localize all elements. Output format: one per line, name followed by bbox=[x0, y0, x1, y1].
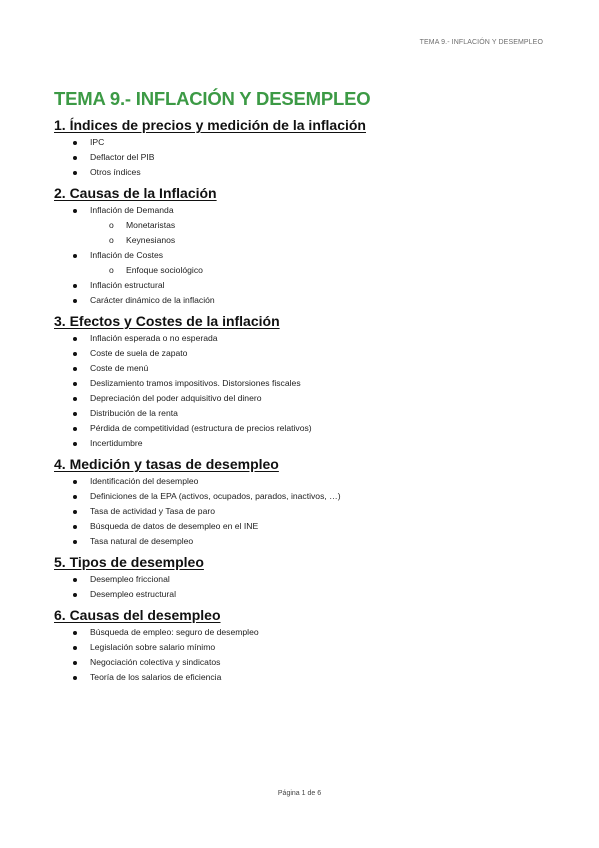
bullet-icon bbox=[73, 676, 77, 680]
bullet-icon bbox=[73, 525, 77, 529]
list-item bbox=[54, 587, 554, 602]
list-item-label: Inflación de Costes bbox=[90, 250, 164, 260]
list-item-label: Pérdida de competitividad (estructura de precios relativos) bbox=[90, 423, 312, 433]
section-heading: 4. Medición y tasas de desempleo bbox=[54, 456, 279, 472]
bullet-list bbox=[54, 474, 554, 549]
sub-list-item bbox=[90, 218, 554, 233]
list-item-label: Deflactor del PIB bbox=[90, 152, 155, 162]
list-item-label: Inflación estructural bbox=[90, 280, 165, 290]
sub-bullet-icon: o bbox=[109, 265, 114, 275]
bullet-icon bbox=[73, 510, 77, 514]
section-list bbox=[54, 116, 554, 685]
section-2 bbox=[54, 184, 554, 308]
list-item bbox=[54, 346, 554, 361]
list-item-label: Definiciones de la EPA (activos, ocupados, parados, inactivos, …) bbox=[90, 491, 341, 501]
bullet-icon bbox=[73, 397, 77, 401]
list-item bbox=[54, 165, 554, 180]
bullet-icon bbox=[73, 593, 77, 597]
sub-list-item bbox=[90, 263, 554, 278]
list-item-label: Incertidumbre bbox=[90, 438, 143, 448]
sub-bullet-list bbox=[90, 263, 554, 278]
list-item-label: Depreciación del poder adquisitivo del dinero bbox=[90, 393, 262, 403]
sub-bullet-icon: o bbox=[109, 220, 114, 230]
list-item-label: Desempleo estructural bbox=[90, 589, 176, 599]
list-item bbox=[54, 150, 554, 165]
list-item-label: Inflación de Demanda bbox=[90, 205, 174, 215]
list-item bbox=[54, 376, 554, 391]
bullet-list bbox=[54, 625, 554, 685]
sub-list-item-label: Keynesianos bbox=[126, 235, 176, 245]
section-1 bbox=[54, 116, 554, 180]
page-title: TEMA 9.- INFLACIÓN Y DESEMPLEO bbox=[54, 88, 371, 109]
list-item-label: Carácter dinámico de la inflación bbox=[90, 295, 215, 305]
bullet-icon bbox=[73, 631, 77, 635]
sub-list-item-label: Enfoque sociológico bbox=[126, 265, 203, 275]
bullet-icon bbox=[73, 171, 77, 175]
bullet-icon bbox=[73, 382, 77, 386]
section-3 bbox=[54, 312, 554, 451]
list-item-label: Tasa natural de desempleo bbox=[90, 536, 194, 546]
bullet-icon bbox=[73, 661, 77, 665]
list-item-label: Búsqueda de empleo: seguro de desempleo bbox=[90, 627, 259, 637]
list-item-label: IPC bbox=[90, 137, 105, 147]
list-item-label: Deslizamiento tramos impositivos. Distorsiones fiscales bbox=[90, 378, 301, 388]
list-item-label: Búsqueda de datos de desempleo en el INE bbox=[90, 521, 259, 531]
bullet-icon bbox=[73, 442, 77, 446]
list-item bbox=[54, 519, 554, 534]
list-item bbox=[54, 406, 554, 421]
list-item-label: Identificación del desempleo bbox=[90, 476, 199, 486]
list-item bbox=[54, 135, 554, 150]
list-item bbox=[54, 248, 554, 278]
bullet-list bbox=[54, 203, 554, 308]
section-heading: 6. Causas del desempleo bbox=[54, 607, 221, 623]
bullet-icon bbox=[73, 578, 77, 582]
list-item-label: Otros índices bbox=[90, 167, 141, 177]
section-heading: 3. Efectos y Costes de la inflación bbox=[54, 313, 280, 329]
bullet-icon bbox=[73, 495, 77, 499]
list-item-label: Negociación colectiva y sindicatos bbox=[90, 657, 221, 667]
bullet-list bbox=[54, 572, 554, 602]
sub-bullet-icon: o bbox=[109, 235, 114, 245]
section-6 bbox=[54, 606, 554, 685]
list-item-label: Coste de menú bbox=[90, 363, 149, 373]
list-item bbox=[54, 436, 554, 451]
bullet-list bbox=[54, 331, 554, 451]
sub-list-item-label: Monetaristas bbox=[126, 220, 176, 230]
list-item-label: Distribución de la renta bbox=[90, 408, 178, 418]
bullet-icon bbox=[73, 367, 77, 371]
list-item-label: Legislación sobre salario mínimo bbox=[90, 642, 216, 652]
bullet-icon bbox=[73, 480, 77, 484]
bullet-icon bbox=[73, 337, 77, 341]
section-heading: 5. Tipos de desempleo bbox=[54, 554, 204, 570]
bullet-icon bbox=[73, 427, 77, 431]
sub-list-item bbox=[90, 233, 554, 248]
list-item bbox=[54, 572, 554, 587]
bullet-icon bbox=[73, 412, 77, 416]
list-item bbox=[54, 331, 554, 346]
list-item bbox=[54, 293, 554, 308]
bullet-icon bbox=[73, 209, 77, 213]
list-item bbox=[54, 361, 554, 376]
list-item-label: Teoría de los salarios de eficiencia bbox=[90, 672, 222, 682]
list-item bbox=[54, 534, 554, 549]
list-item bbox=[54, 504, 554, 519]
list-item bbox=[54, 655, 554, 670]
bullet-icon bbox=[73, 156, 77, 160]
list-item bbox=[54, 670, 554, 685]
list-item bbox=[54, 489, 554, 504]
list-item-label: Inflación esperada o no esperada bbox=[90, 333, 218, 343]
list-item bbox=[54, 474, 554, 489]
section-heading: 2. Causas de la Inflación bbox=[54, 185, 217, 201]
list-item bbox=[54, 421, 554, 436]
list-item bbox=[54, 625, 554, 640]
list-item-label: Tasa de actividad y Tasa de paro bbox=[90, 506, 216, 516]
bullet-icon bbox=[73, 141, 77, 145]
list-item bbox=[54, 203, 554, 248]
list-item-label: Desempleo friccional bbox=[90, 574, 170, 584]
bullet-icon bbox=[73, 284, 77, 288]
bullet-list bbox=[54, 135, 554, 180]
list-item bbox=[54, 640, 554, 655]
section-4 bbox=[54, 455, 554, 549]
bullet-icon bbox=[73, 540, 77, 544]
bullet-icon bbox=[73, 646, 77, 650]
bullet-icon bbox=[73, 254, 77, 258]
bullet-icon bbox=[73, 352, 77, 356]
sub-bullet-list bbox=[90, 218, 554, 248]
page-number-footer: Página 1 de 6 bbox=[277, 790, 322, 797]
list-item bbox=[54, 391, 554, 406]
bullet-icon bbox=[73, 299, 77, 303]
section-5 bbox=[54, 553, 554, 602]
list-item-label: Coste de suela de zapato bbox=[90, 348, 188, 358]
running-header: TEMA 9.- INFLACIÓN Y DESEMPLEO bbox=[419, 39, 543, 46]
list-item bbox=[54, 278, 554, 293]
section-heading: 1. Índices de precios y medición de la inflación bbox=[54, 117, 366, 133]
